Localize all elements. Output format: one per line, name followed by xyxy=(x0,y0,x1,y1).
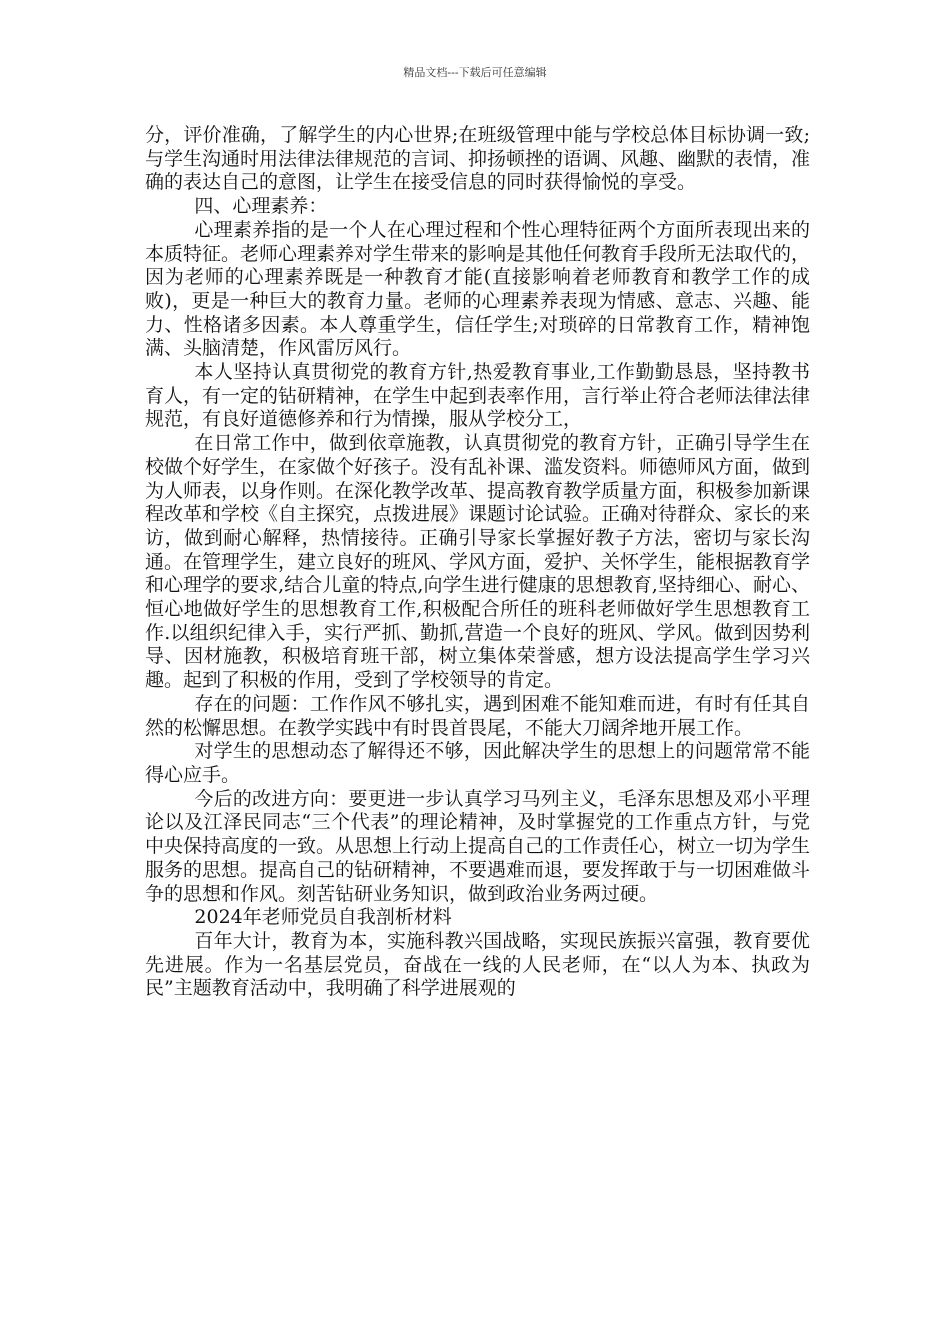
paragraph-7: 对学生的思想动态了解得还不够，因此解决学生的思想上的问题常常不能得心应手。 xyxy=(145,740,810,786)
paragraph-4: 本人坚持认真贯彻党的教育方针,热爱教育事业,工作勤勤恳恳，坚持教书育人，有一定的钻研精神，在学生中起到表率作用，言行举止符合老师法律法律规范，有良好道德修养和行为情操，服从学校分工， xyxy=(145,361,811,431)
section-heading-psychology: 四、心理素养： xyxy=(194,195,328,218)
paragraph-10: 百年大计，教育为本，实施科教兴国战略，实现民族振兴富强，教育要优先进展。作为一名基层党员，奋战在一线的人民老师，在“以人为本、执政为民”主题教育活动中，我明确了科学进展观的 xyxy=(145,929,810,1000)
document-body xyxy=(145,124,810,1001)
paragraph-1: 分，评价准确，了解学生的内心世界;在班级管理中能与学校总体目标协调一致;与学生沟通时用法律法律规范的言词、抑扬顿挫的语调、风趣、幽默的表情，准确的表达自己的意图，让学生在接受信息的同时获得愉悦的享受。 xyxy=(145,124,811,194)
page-header: 精品文档---下载后可任意编辑 xyxy=(403,66,547,79)
paragraph-5: 在日常工作中，做到依章施教，认真贯彻党的教育方针，正确引导学生在校做个好学生，在家做个好孩子。没有乱补课、滥发资料。师德师风方面，做到为人师表，以身作则。在深化教学改革、提高教育教学质量方面，积极参加新课程改革和学校《自主探究，点拨进展》课题讨论试验。正确对待群众、家长的来访，做到耐心解释，热情接待。正确引导家长掌握好教子方法，密切与家长沟通。在管理学生，建立良好的班风、学风方面，爱护、关怀学生，能根据教育学和心理学的要求,结合儿童的特点,向学生进行健康的思想教育,坚持细心、耐心、恒心地做好学生的思想教育工作,积极配合所任的班科老师做好学生思想教育工作.以组织纪律入手，实行严抓、勤抓,营造一个良好的班风、学风。做到因势利导、因材施教，积极培育班干部，树立集体荣誉感，想方设法提高学生学习兴趣。起到了积极的作用，受到了学校领导的肯定。 xyxy=(145,432,811,692)
paragraph-3: 心理素养指的是一个人在心理过程和个性心理特征两个方面所表现出来的本质特征。老师心理素养对学生带来的影响是其他任何教育手段所无法取代的，因为老师的心理素养既是一种教育才能(直接影响着老师教育和教学工作的成败)，更是一种巨大的教育力量。老师的心理素养表现为情感、意志、兴趣、能力、性格诸多因素。本人尊重学生，信任学生;对琐碎的日常教育工作，精神饱满、头脑清楚，作风雷厉风行。 xyxy=(145,218,811,360)
paragraph-8: 今后的改进方向：要更进一步认真学习马列主义，毛泽东思想及邓小平理论以及江泽民同志“三个代表”的理论精神，及时掌握党的工作重点方针，与党中央保持高度的一致。从思想上行动上提高自己的工作责任心，树立一切为学生服务的思想。提高自己的钻研精神，不要遇难而退，要发挥敢于与一切困难做斗争的思想和作风。刻苦钻研业务知识，做到政治业务两过硬。 xyxy=(145,787,811,905)
paragraph-6: 存在的问题：工作作风不够扎实，遇到困难不能知难而进，有时有任其自然的松懈思想。在教学实践中有时畏首畏尾，不能大刀阔斧地开展工作。 xyxy=(145,692,810,739)
document-title-line: 2024年老师党员自我剖析材料 xyxy=(194,906,452,929)
